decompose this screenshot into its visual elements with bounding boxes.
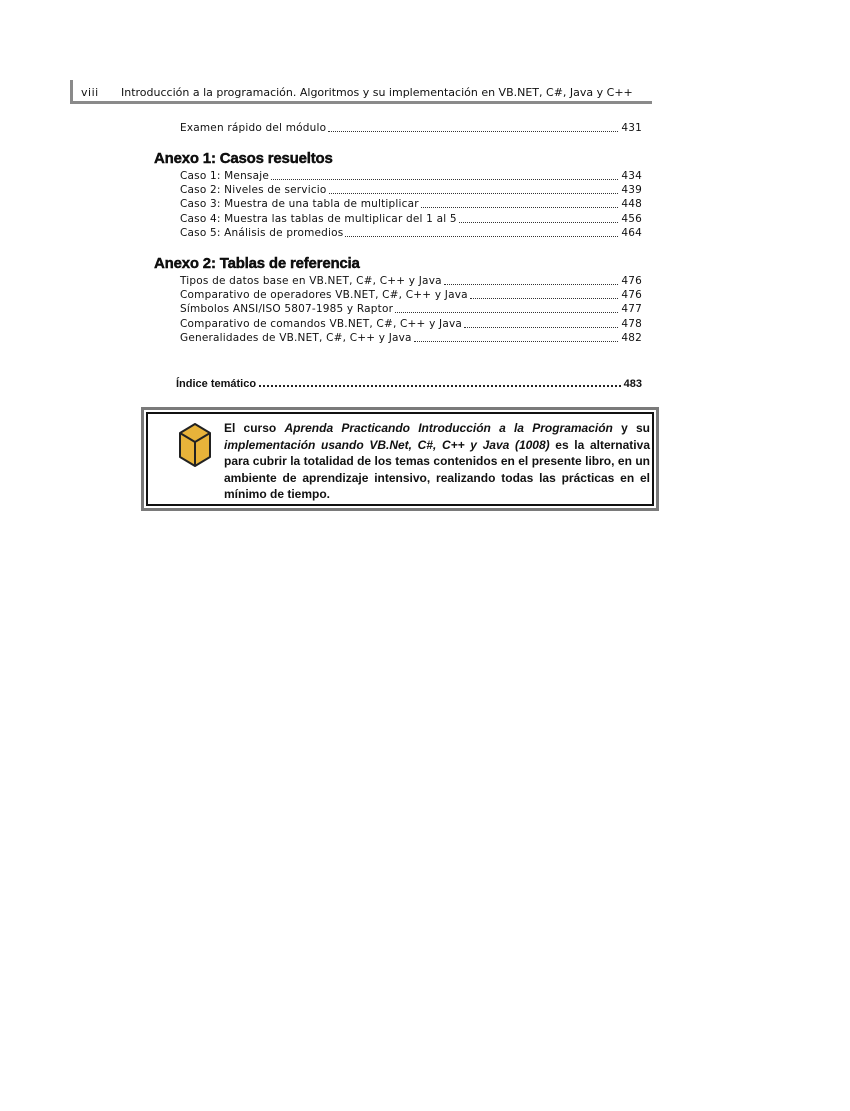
dot-leader xyxy=(444,283,619,285)
page-number: viii xyxy=(81,86,99,99)
toc-entry-page: 431 xyxy=(621,122,642,134)
course-name-italic: Aprenda Practicando Introducción a la Programación xyxy=(284,421,613,435)
toc-entry-text: Comparativo de operadores VB.NET, C#, C++ y Java xyxy=(180,289,468,301)
toc-entry-page: 476 xyxy=(621,289,642,301)
toc-entry-page: 476 xyxy=(621,275,642,287)
toc-entry-indice xyxy=(176,376,642,390)
anexo2-heading: Anexo 2: Tablas de referencia xyxy=(154,255,360,272)
toc-entry-page: 464 xyxy=(621,227,642,239)
toc-entry xyxy=(180,168,642,182)
dot-leader xyxy=(271,178,618,180)
toc-entry-page: 439 xyxy=(621,184,642,196)
callout-text-part: y su xyxy=(612,421,650,435)
toc-entry-page: 478 xyxy=(621,318,642,330)
toc-entry-page: 482 xyxy=(621,332,642,344)
dot-leader xyxy=(329,192,619,194)
toc-entry-text: Caso 3: Muestra de una tabla de multiplicar xyxy=(180,198,419,210)
toc-entry-page: 477 xyxy=(621,303,642,315)
anexo1-heading: Anexo 1: Casos resueltos xyxy=(154,150,333,167)
dot-leader xyxy=(345,235,618,237)
toc-entry xyxy=(180,273,642,287)
dot-leader xyxy=(421,206,619,208)
toc-entry-page: 448 xyxy=(621,198,642,210)
dot-leader xyxy=(470,297,619,299)
dot-leader xyxy=(459,221,619,223)
toc-entry-page: 434 xyxy=(621,170,642,182)
dot-leader xyxy=(414,340,619,342)
callout-text-part: El curso xyxy=(224,421,285,435)
toc-entry xyxy=(180,287,642,301)
toc-entry-text: Caso 5: Análisis de promedios xyxy=(180,227,344,239)
callout-text xyxy=(224,420,650,503)
toc-entry-text: Caso 1: Mensaje xyxy=(180,170,270,182)
callout-text-part: es la alternativa para cubrir la totalidad de los temas contenidos en el presente libro, en un ambiente de aprendizaje intensivo, realizando todas las prácticas en el mínimo de tiempo. xyxy=(224,437,650,501)
toc-entry xyxy=(180,182,642,196)
dot-leader xyxy=(259,384,621,387)
course-callout-box xyxy=(141,407,659,511)
toc-entry-text: Examen rápido del módulo xyxy=(180,122,327,134)
toc-entry-text: Símbolos ANSI/ISO 5807-1985 y Raptor xyxy=(180,303,394,315)
toc-entry-text: Índice temático xyxy=(176,378,257,390)
header-title: Introducción a la programación. Algoritmos y su implementación en VB.NET, C#, Java y C++ xyxy=(121,86,633,99)
running-header xyxy=(70,80,652,104)
toc-entry-text: Caso 4: Muestra las tablas de multiplicar del 1 al 5 xyxy=(180,213,457,225)
toc-entry xyxy=(180,211,642,225)
dot-leader xyxy=(328,130,618,132)
toc-entry-text: Generalidades de VB.NET, C#, C++ y Java xyxy=(180,332,412,344)
dot-leader xyxy=(464,326,618,328)
toc-entry-exam xyxy=(180,120,642,134)
toc-entry xyxy=(180,316,642,330)
toc-entry-text: Tipos de datos base en VB.NET, C#, C++ y Java xyxy=(180,275,442,287)
toc-entry xyxy=(180,225,642,239)
toc-entry-page: 456 xyxy=(621,213,642,225)
toc-entry xyxy=(180,330,642,344)
toc-entry-text: Caso 2: Niveles de servicio xyxy=(180,184,327,196)
cube-icon xyxy=(178,422,212,468)
toc-entry xyxy=(180,301,642,315)
course-detail-italic: implementación usando VB.Net, C#, C++ y Java (1008) xyxy=(224,437,550,452)
toc-entry-text: Comparativo de comandos VB.NET, C#, C++ y Java xyxy=(180,318,463,330)
toc-entry-page: 483 xyxy=(623,378,642,390)
dot-leader xyxy=(395,311,618,313)
toc-entry xyxy=(180,196,642,210)
